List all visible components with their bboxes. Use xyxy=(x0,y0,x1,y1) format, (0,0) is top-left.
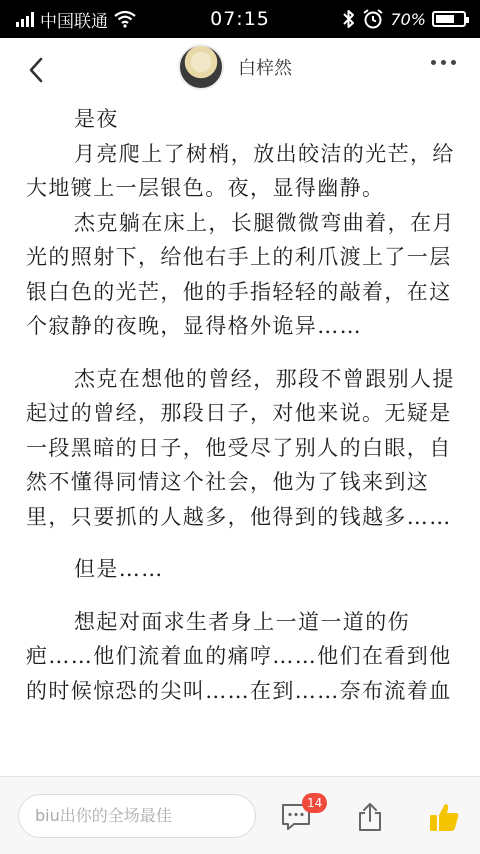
author-info[interactable] xyxy=(178,44,292,90)
like-button[interactable] xyxy=(426,799,462,835)
post-header xyxy=(0,38,480,102)
share-icon xyxy=(355,801,385,833)
more-dot-icon xyxy=(441,60,446,65)
status-right xyxy=(342,8,466,30)
author-name[interactable]: 白梓然 xyxy=(238,58,292,79)
status-bar xyxy=(0,0,480,38)
article-paragraph: 但是…… xyxy=(74,557,164,581)
comments-button[interactable] xyxy=(278,796,323,835)
signal-icon xyxy=(16,11,34,27)
article-paragraph: 想起对面求生者身上一道一道的伤疤……他们流着血的痛哼……他们在看到他的时候惊恐的尖叫……在到……奈布流着血 xyxy=(26,609,452,703)
back-button[interactable] xyxy=(18,52,54,88)
article-paragraph: 是夜 xyxy=(74,107,119,131)
bluetooth-icon xyxy=(342,9,356,29)
wifi-icon xyxy=(114,10,136,28)
more-dot-icon xyxy=(431,60,436,65)
status-time: 07:15 xyxy=(210,8,270,30)
status-left xyxy=(16,7,136,32)
chevron-left-icon xyxy=(27,56,45,84)
more-dot-icon xyxy=(451,60,456,65)
article-body xyxy=(26,102,458,778)
share-button[interactable] xyxy=(352,799,388,835)
alarm-icon xyxy=(362,8,384,30)
comment-count-badge: 14 xyxy=(302,793,327,813)
battery-icon xyxy=(432,11,466,27)
article-paragraph: 月亮爬上了树梢，放出皎洁的光芒，给大地镀上一层银色。夜，显得幽静。 xyxy=(26,141,455,200)
more-options-button[interactable] xyxy=(431,60,456,65)
carrier-name: 中国联通 xyxy=(40,11,108,32)
thumbs-up-icon xyxy=(428,801,460,833)
comment-input[interactable]: biu出你的全场最佳 xyxy=(18,794,256,838)
avatar[interactable] xyxy=(178,44,224,90)
article-paragraph: 杰克躺在床上，长腿微微弯曲着，在月光的照射下，给他右手上的利爪渡上了一层银白色的光芒，他的手指轻轻的敲着，在这个寂静的夜晚，显得格外诡异…… xyxy=(26,210,455,338)
battery-percent: 70% xyxy=(390,9,426,29)
battery-fill xyxy=(436,15,454,23)
bottom-action-bar xyxy=(0,776,480,854)
article-paragraph: 杰克在想他的曾经，那段不曾跟别人提起过的曾经，那段日子，对他来说。无疑是一段黑暗的日子，他受尽了别人的白眼，自然不懂得同情这个社会，他为了钱来到这里，只要抓的人越多，他得到的钱越多…… xyxy=(26,366,455,529)
